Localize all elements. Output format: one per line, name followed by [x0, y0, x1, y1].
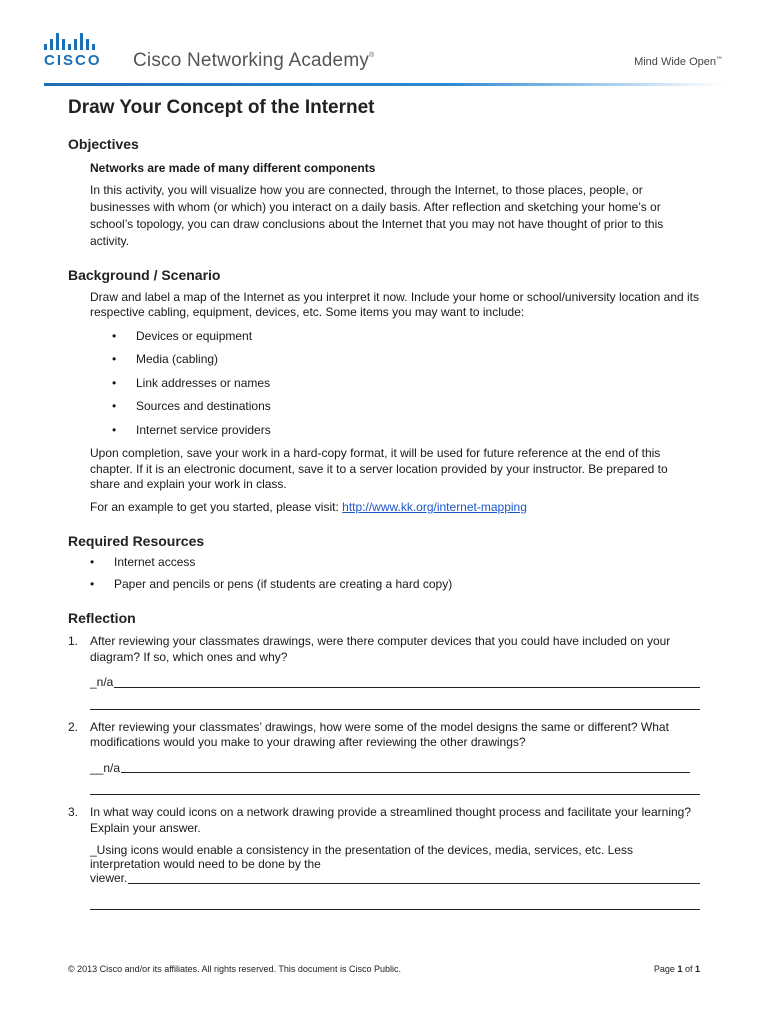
page-footer [68, 964, 700, 974]
background-heading: Background / Scenario [68, 266, 221, 283]
question-text: After reviewing your classmates drawings, were there computer devices that you could have included on your diagram? If so, which ones and why? [90, 634, 671, 664]
resources-list [68, 555, 700, 599]
answer-3-text: _Using icons would enable a consistency in the presentation of the devices, media, services, etc. Less interpretation would need to be done by the [90, 843, 633, 871]
list-item: • Devices or equipment [112, 329, 700, 353]
background-intro: Draw and label a map of the Internet as you interpret it now. Include your home or school/university location and its respective cabling, equipment, devices, etc. Some items you may want to include: [90, 289, 699, 319]
objectives-text: In this activity, you will visualize how you are connected, through the Internet, to those places, people, or businesses with whom (or which) you interact on a daily basis. After reflection and sketching your home’s or school’s topology, you can draw conclusions about the Internet that you may not have thought of prior to this activity. [90, 182, 664, 248]
academy-name: Cisco Networking Academy® [133, 50, 375, 71]
answer-blank-line[interactable] [90, 909, 700, 910]
question-text: In what way could icons on a network drawing provide a streamlined thought process and facilitate your learning? Explain your answer. [90, 805, 692, 835]
page-title: Draw Your Concept of the Internet [68, 97, 375, 118]
list-item: • Media (cabling) [112, 352, 700, 376]
background-list [68, 329, 700, 447]
cisco-logo [44, 32, 102, 69]
example-line: For an example to get you started, please visit: http://www.kk.org/internet-mapping [90, 499, 527, 514]
page-number: Page 1 of 1 [653, 964, 700, 974]
cisco-wordmark: CISCO [44, 52, 102, 69]
question-2: 2. After reviewing your classmates’ drawings, how were some of the model designs the same or different? What modifications would you make to your drawing after reviewing the other drawings? __n/a [68, 720, 700, 796]
tagline: Mind Wide Open™ [634, 56, 722, 68]
answer-blank-line[interactable] [90, 709, 700, 710]
question-1: 1. After reviewing your classmates drawings, were there computer devices that you could have included on your diagram? If so, which ones and why? _n/a [68, 634, 700, 710]
reflection-heading: Reflection [68, 610, 136, 626]
copyright-text: © 2013 Cisco and/or its affiliates. All rights reserved. This document is Cisco Public. [68, 964, 401, 974]
objectives-heading: Objectives [68, 136, 139, 152]
resources-heading: Required Resources [68, 533, 205, 549]
list-item: • Internet service providers [112, 423, 700, 447]
reflection-questions [68, 634, 700, 910]
question-text: After reviewing your classmates’ drawings, how were some of the model designs the same or different? What modifications would you make to your drawing after reviewing the other drawings? [90, 719, 669, 749]
cisco-bars-icon [44, 32, 102, 50]
header-rule [44, 83, 722, 86]
page-header [0, 0, 768, 84]
objectives-subheading: Networks are made of many different components [90, 161, 376, 175]
example-link[interactable]: http://www.kk.org/internet-mapping [342, 499, 527, 514]
document-body [68, 96, 700, 910]
answer-blank-line[interactable] [90, 794, 700, 795]
list-item: • Paper and pencils or pens (if students are creating a hard copy) [90, 577, 700, 599]
list-item: • Link addresses or names [112, 376, 700, 400]
question-3: 3. In what way could icons on a network drawing provide a streamlined thought process and facilitate your learning? Explain your answer. _Using icons would enable a consistency in the presentation of the devices, media, services, etc. Less interpretation would need to be done by the viewer. [68, 805, 700, 910]
answer-3[interactable]: viewer. [90, 871, 700, 887]
answer-1[interactable]: _n/a [90, 675, 700, 691]
completion-text: Upon completion, save your work in a hard-copy format, it will be used for future reference at the end of this chapter. If it is an electronic document, save it to a server location provided by your instructor. Be prepared to share and explain your work in class. [90, 446, 668, 491]
list-item: • Sources and destinations [112, 399, 700, 423]
answer-2[interactable]: __n/a [90, 761, 700, 777]
list-item: • Internet access [90, 555, 700, 577]
